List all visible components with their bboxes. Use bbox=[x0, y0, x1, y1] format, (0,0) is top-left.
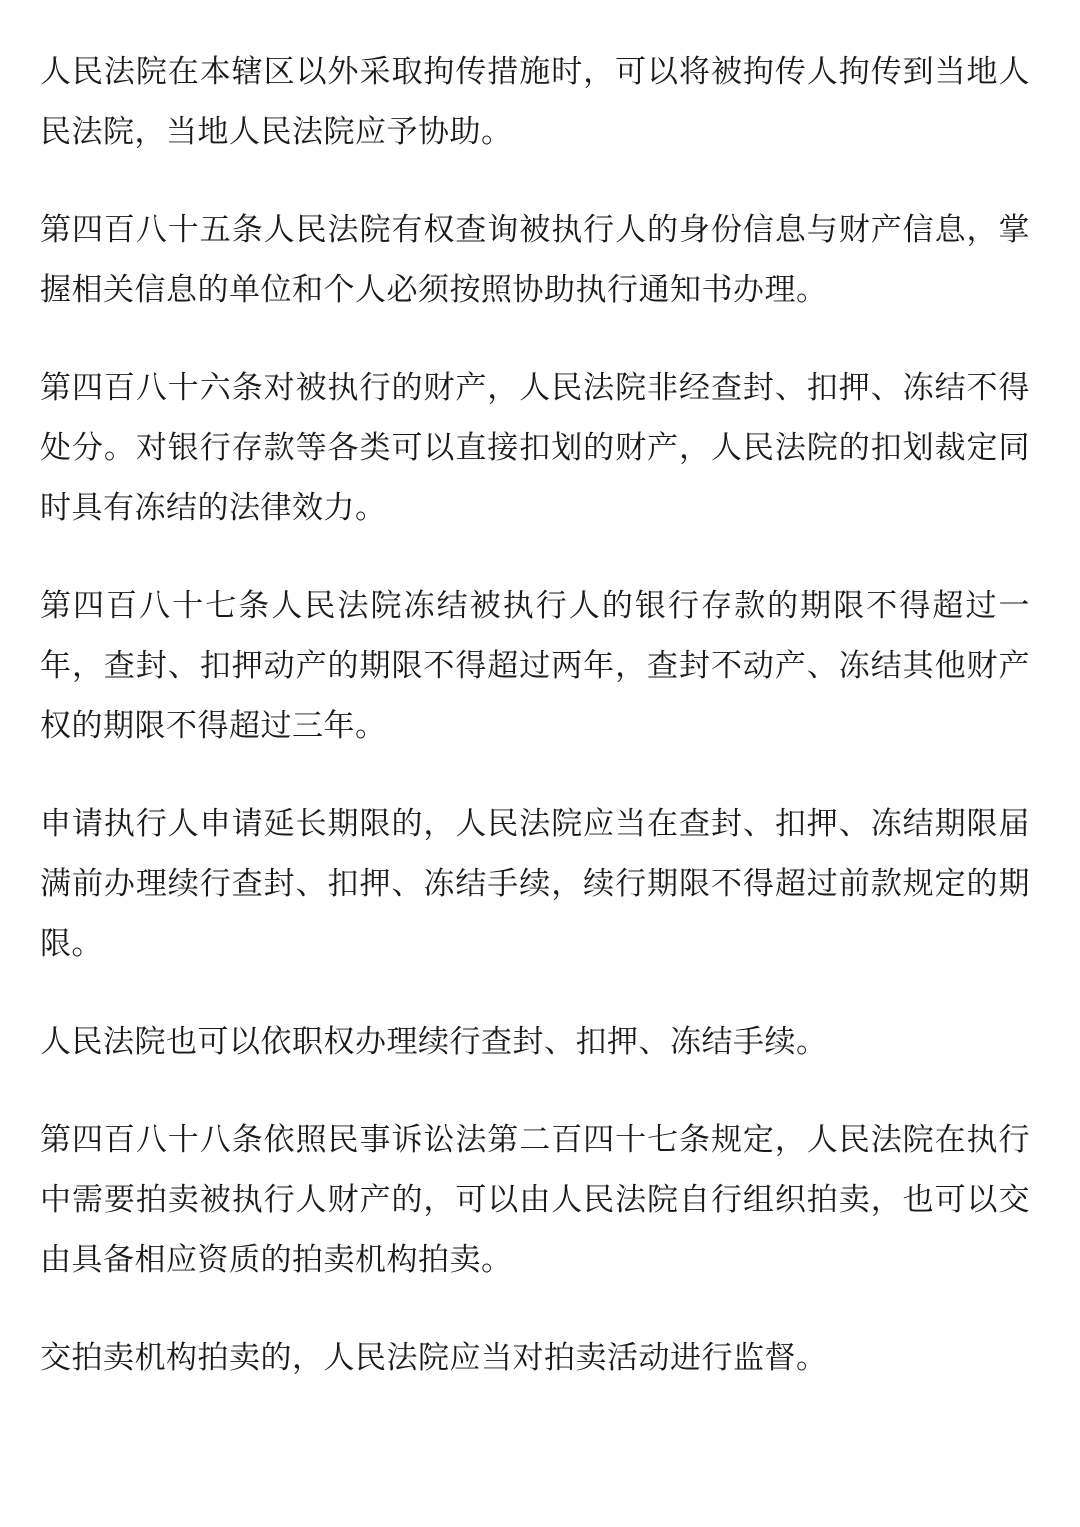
document-body bbox=[40, 42, 1030, 1426]
paragraph-auction-supervision: 交拍卖机构拍卖的，人民法院应当对拍卖活动进行监督。 bbox=[40, 1340, 828, 1376]
paragraph-detention-assistance: 人民法院在本辖区以外采取拘传措施时，可以将被拘传人拘传到当地人民法院，当地人民法院应予协助。 bbox=[40, 54, 1030, 150]
paragraph-article-487: 第四百八十七条人民法院冻结被执行人的银行存款的期限不得超过一年，查封、扣押动产的期限不得超过两年，查封不动产、冻结其他财产权的期限不得超过三年。 bbox=[40, 588, 1030, 744]
paragraph-article-486: 第四百八十六条对被执行的财产，人民法院非经查封、扣押、冻结不得处分。对银行存款等各类可以直接扣划的财产，人民法院的扣划裁定同时具有冻结的法律效力。 bbox=[40, 370, 1030, 526]
paragraph-ex-officio-renewal: 人民法院也可以依职权办理续行查封、扣押、冻结手续。 bbox=[40, 1024, 828, 1060]
paragraph-article-485: 第四百八十五条人民法院有权查询被执行人的身份信息与财产信息，掌握相关信息的单位和个人必须按照协助执行通知书办理。 bbox=[40, 212, 1030, 308]
paragraph-article-488: 第四百八十八条依照民事诉讼法第二百四十七条规定，人民法院在执行中需要拍卖被执行人财产的，可以由人民法院自行组织拍卖，也可以交由具备相应资质的拍卖机构拍卖。 bbox=[40, 1122, 1030, 1278]
paragraph-extension-request: 申请执行人申请延长期限的，人民法院应当在查封、扣押、冻结期限届满前办理续行查封、扣押、冻结手续，续行期限不得超过前款规定的期限。 bbox=[40, 806, 1030, 962]
